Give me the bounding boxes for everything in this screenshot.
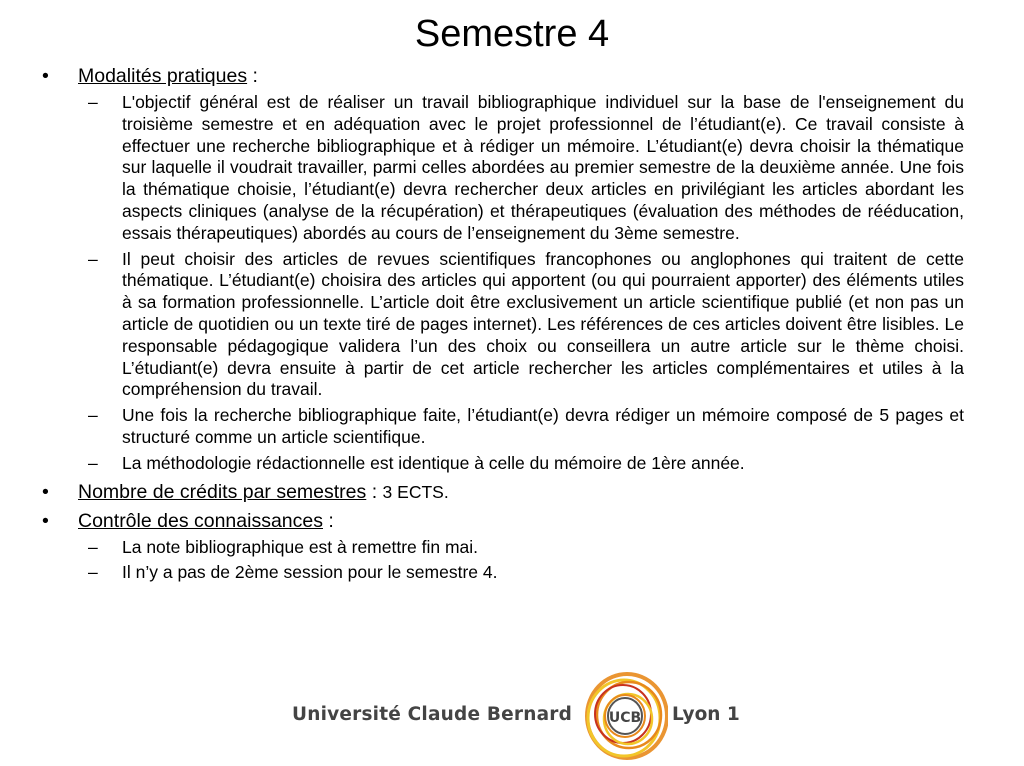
sub-item xyxy=(88,92,964,245)
logo-city-name: Lyon 1 xyxy=(672,704,740,725)
section-suffix: : xyxy=(247,65,258,87)
sub-item-text: Il peut choisir des articles de revues scientifiques francophones ou anglophones qui traitent de cette thématique. L’étudiant(e) choisira des articles qui apportent (ou qui pourraient apporter) des éléments utiles à sa formation professionnelle. L’article doit être exclusivement un article scientifique publié (et non pas un article de quotidien ou un texte tiré de pages internet). Les références de ces articles doivent être lisibles. Le responsable pédagogique validera l’un des choix ou conseillera un autre article sur le thème choisi. L’étudiant(e) devra ensuite à partir de cet article rechercher les articles complémentaires et utiles à la compréhension du travail. xyxy=(122,248,964,400)
sub-item xyxy=(88,248,964,402)
bullet-dot: • xyxy=(42,65,49,87)
sub-dash: – xyxy=(88,248,98,269)
bullet-modalites-pratiques xyxy=(40,63,964,89)
sub-item-text: L'objectif général est de réaliser un travail bibliographique individuel sur la base de l'enseignement du troisième semestre et en adéquation avec le projet professionnel de l’étudiant(e). Ce travail consiste à effectuer une recherche bibliographique et à rédiger un mémoire. L’étudiant(e) devra choisir la thématique sur laquelle il voudrait travailler, parmi celles abordées au premier semestre de la deuxième année. Une fois la thématique choisie, l’étudiant(e) devra rechercher deux articles en privilégiant les articles abordant les aspects cliniques (analyse de la récupération) et thérapeutiques (évaluation des méthodes de rééducation, essais thérapeutiques) abordés au cours de l’enseignement du 3ème semestre. xyxy=(122,92,964,243)
slide-title: Semestre 4 xyxy=(414,13,610,55)
bullet-controle-connaissances xyxy=(40,508,964,534)
slide-content xyxy=(40,63,964,588)
sub-dash: – xyxy=(88,536,98,557)
ucb-emblem-letters: UCB xyxy=(608,710,642,726)
sub-item-text: Une fois la recherche bibliographique faite, l’étudiant(e) devra rédiger un mémoire composé de 5 pages et structuré comme un article scientifique. xyxy=(122,405,964,447)
sub-item-text: Il n’y a pas de 2ème session pour le semestre 4. xyxy=(122,562,498,583)
sub-item-text: La note bibliographique est à remettre fin mai. xyxy=(122,536,479,557)
university-logo xyxy=(292,672,744,762)
logo-university-name: Université Claude Bernard xyxy=(292,704,573,725)
sub-item xyxy=(88,536,964,559)
bullet-nombre-credits xyxy=(40,479,964,505)
sub-item xyxy=(88,562,964,584)
sub-dash: – xyxy=(88,92,98,112)
section-suffix: : xyxy=(322,509,334,532)
sub-item xyxy=(88,405,964,449)
section-suffix: : xyxy=(366,480,383,503)
bullet-dot: • xyxy=(42,509,49,532)
sub-item-text: La méthodologie rédactionnelle est identique à celle du mémoire de 1ère année. xyxy=(122,452,745,473)
section-heading: Nombre de crédits par semestres xyxy=(78,480,367,503)
ucb-emblem-icon xyxy=(582,672,668,762)
sub-dash: – xyxy=(88,562,98,583)
sub-dash: – xyxy=(88,405,98,426)
section-heading: Contrôle des connaissances xyxy=(78,509,323,532)
sub-item xyxy=(88,452,964,475)
section-heading: Modalités pratiques xyxy=(78,65,248,87)
sub-dash: – xyxy=(88,452,98,473)
bullet-dot: • xyxy=(42,480,49,503)
credits-value: 3 ECTS. xyxy=(382,481,449,502)
